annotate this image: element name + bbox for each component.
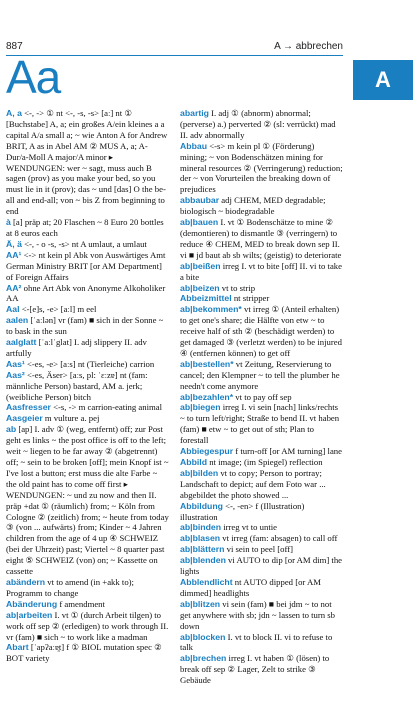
dictionary-entry xyxy=(6,239,170,250)
entry-definition: nt image; (im Spiegel) reflection xyxy=(207,457,323,467)
entry-definition: <-> nt kein pl Abk von Auswärtiges Amt German Ministry BRIT [or AM Department] of Foreign Affairs xyxy=(6,249,166,282)
headword: Abbau xyxy=(180,140,208,151)
entry-definition: I. vt ① Bodenschätze to mine ② (demontieren) to dismantle ③ (verringern) to reduce ④ CHEM, MED to break down sep II. vi ■ jd baut ab sb wilts; (geistig) to deteriorate xyxy=(180,217,342,260)
dictionary-entry xyxy=(6,424,170,577)
left-column xyxy=(6,108,170,664)
dictionary-entry xyxy=(6,413,170,424)
headword: Abblendlicht xyxy=(180,576,233,587)
entry-definition: <-[e]s, -e> [aːl] m eel xyxy=(19,304,97,315)
entry-definition: <-es, -e> [aːs] nt (Tierleiche) carrion xyxy=(24,358,155,369)
entry-definition: <-s, -> m carrion-eating animal xyxy=(50,402,163,413)
headword: Aas¹ xyxy=(6,358,25,369)
entry-definition: vt to strip xyxy=(219,282,256,293)
entry-definition: <-es, Äser> [aːs, pl: ˈɛːzɐ] nt (fam: männliche Person) bastard, AM a. jerk; (weibliche Person) bitch xyxy=(6,369,148,402)
entry-definition: I. vt to block II. vi to refuse to talk xyxy=(180,631,333,653)
dictionary-entry xyxy=(180,402,343,446)
entry-definition: irreg I. vi sein [nach] links/rechts ~ to turn left/right; Straße to bend II. vt haben (fam) ■ etw ~ to get out of sth; Plan to forestall xyxy=(180,402,340,446)
headword: ab|arbeiten xyxy=(6,609,53,620)
dictionary-entry xyxy=(6,610,170,643)
headword: Abbildung xyxy=(180,500,223,511)
dictionary-entry xyxy=(6,315,170,337)
entry-definition: vt to copy; Person to portray; Landschaft to depict; auf dem Foto war ... abgebildet the photo showed ... xyxy=(180,467,326,500)
entry-definition: <-, -en> f (Illustration) illustration xyxy=(180,500,305,522)
dictionary-entry xyxy=(180,533,343,544)
dictionary-entry xyxy=(180,293,343,304)
entry-definition: <-, -> ① nt <-, -s, -s> [aː] nt ① [Buchstabe] A, a; ein großes A/ein kleines a a capital A/a small a; ~ wie Anton A for Andrew BRIT, A as in Abel AM ② MUS A, a; A-Dur/a-Moll A major/A minor ▸ WENDUNGEN: wer ~ sagt, muss auch B sagen (prov) as you make your bed, so you must lie in it (prov); das ~ und [das] O the be-all and end-all; von ~ bis Z from beginning to end xyxy=(6,108,168,217)
entry-definition: vt Zeitung, Reservierung to cancel; den Klempner ~ to tell the plumber he needn't come anymore xyxy=(180,358,340,391)
page-number: 887 xyxy=(6,41,23,52)
headword: ab|blättern xyxy=(180,544,225,555)
dictionary-entry xyxy=(180,501,343,523)
headword: Aal xyxy=(6,304,20,315)
entry-definition: vt to pay off sep xyxy=(233,391,292,402)
dictionary-entry xyxy=(180,304,343,359)
headword: ab|blasen xyxy=(180,533,221,544)
dictionary-entry xyxy=(180,108,343,141)
entry-definition: vt irreg (fam: absagen) to call off xyxy=(220,533,338,544)
headword: ab|beizen xyxy=(180,282,220,293)
dictionary-entry xyxy=(6,402,170,413)
dictionary-entry xyxy=(6,642,170,664)
entry-definition: [a] präp at; 20 Flaschen ~ 8 Euro 20 bottles at 8 euros each xyxy=(6,217,164,238)
headword: à xyxy=(6,217,11,228)
dictionary-entry xyxy=(180,261,343,283)
headword: Aasfresser xyxy=(6,402,51,413)
dictionary-entry xyxy=(6,217,170,239)
headword: ab|beißen xyxy=(180,260,221,271)
dictionary-entry xyxy=(6,577,170,599)
entry-definition: m vulture a. pej xyxy=(42,413,100,424)
entry-definition: f turn-off [or AM turning] lane xyxy=(233,446,342,457)
dictionary-entry xyxy=(6,370,170,403)
thumb-index-tab[interactable]: A xyxy=(353,60,413,100)
headword: abändern xyxy=(6,576,46,587)
dictionary-entry xyxy=(180,522,343,533)
headword: ab xyxy=(6,424,17,435)
dictionary-entry xyxy=(180,468,343,501)
dictionary-entry xyxy=(180,544,343,555)
headword: ab|bestellen* xyxy=(180,358,234,369)
running-head: A → abbrechen xyxy=(274,41,343,52)
entry-definition: [ˈaːlən] vr (fam) ■ sich in der Sonne ~ to bask in the sun xyxy=(6,315,164,337)
headword: ab|blenden xyxy=(180,555,226,566)
dictionary-entry xyxy=(180,457,343,468)
headword: Abbild xyxy=(180,457,208,467)
headword: ab|bezahlen* xyxy=(180,391,234,402)
dictionary-entry xyxy=(6,250,170,283)
entry-definition: I. vt ① (durch Arbeit tilgen) to work off sep ② (erledigen) to work through II. vr (fam) ■ sich ~ to work like a madman xyxy=(6,609,169,642)
entry-definition: vi sein (fam) ■ bei jdm ~ to not get anywhere with sb; jdn ~ lassen to turn sb down xyxy=(180,598,336,631)
headword: AA² xyxy=(6,282,22,293)
headword: ab|biegen xyxy=(180,402,221,413)
headword: Aas² xyxy=(6,369,25,380)
dictionary-entry xyxy=(6,304,170,315)
dictionary-entry xyxy=(180,446,343,457)
entry-definition: f amendment xyxy=(57,598,105,609)
dictionary-entry xyxy=(180,577,343,599)
entry-definition: [ˈaːlˈglat] I. adj slippery II. adv artfully xyxy=(6,337,147,358)
section-letter: Aa xyxy=(6,51,61,103)
dictionary-entry xyxy=(6,283,170,305)
entry-definition: nt stripper xyxy=(231,293,270,304)
entry-definition: adj CHEM, MED degradable; biologisch ~ biodegradable xyxy=(180,195,326,217)
headword: ab|blocken xyxy=(180,631,226,642)
headword: ab|brechen xyxy=(180,653,227,664)
dictionary-entry xyxy=(6,359,170,370)
dictionary-entry xyxy=(180,195,343,217)
headword: AA¹ xyxy=(6,249,22,260)
headword: aalglatt xyxy=(6,337,37,348)
entry-definition: vt to amend (in +akk to); Programm to change xyxy=(6,576,134,598)
entry-definition: irreg I. vt haben ① (lösen) to break off sep ② Lager, Zelt to strike ③ Gebäude xyxy=(180,653,330,686)
dictionary-entry xyxy=(180,141,343,196)
entry-definition: vi AUTO to dip [or AM dim] the lights xyxy=(180,555,343,577)
entry-definition: nt AUTO dipped [or AM dimmed] headlights xyxy=(180,576,322,598)
dictionary-entry xyxy=(6,108,170,217)
headword: A, a xyxy=(6,108,22,118)
headword: aalen xyxy=(6,315,29,326)
dictionary-entry xyxy=(180,392,343,403)
dictionary-entry xyxy=(180,653,343,686)
dictionary-entry xyxy=(180,555,343,577)
headword: Abart xyxy=(6,642,29,653)
entry-definition: vt irreg ① (Anteil erhalten) to get one's share; die Hälfte von etw ~ to receive half of sth ② (beschädigt werden) to get damaged ③ (verletzt werden) to be injured ④ (entfernen können) to get off xyxy=(180,304,342,358)
entry-definition: ohne Art Abk von Anonyme Alkoholiker AA xyxy=(6,282,166,304)
headword: abartig xyxy=(180,108,209,118)
headword: ab|bekommen* xyxy=(180,304,242,315)
entry-definition: vi sein to peel [off] xyxy=(224,544,294,555)
headword: Abbeizmittel xyxy=(180,293,232,304)
dictionary-entry xyxy=(180,599,343,632)
headword: ab|binden xyxy=(180,522,222,533)
entry-definition: [ap] I. adv ① (weg, entfernt) off; zur Post geht es links ~ the post office is off to the left; weit ~ liegen to be far away ② (abgetrennt) off; ~ sein to be broken [off]; mein Knopf ist ~ I've lost a button; erst muss die alte Farbe ~ the old paint has to come off first ▸ WENDUNGEN: ~ und zu now and then II. präp +dat ① (räumlich) from; ~ Köln from Cologne ② (zeitlich) from; ~ heute from today ③ (von ... aufwärts) from; Kinder ~ 4 Jahren children from the age of 4 up ④ SCHWEIZ (bei der Uhrzeit) past; Viertel ~ 8 quarter past eight ⑤ SCHWEIZ (von) on; ~ Kassette on cassette xyxy=(6,424,169,577)
headword: ab|blitzen xyxy=(180,598,221,609)
dictionary-entry xyxy=(6,599,170,610)
entry-definition: irreg vt to untie xyxy=(221,522,278,533)
headword: Abänderung xyxy=(6,598,58,609)
entry-definition: <-s> m kein pl ① (Förderung) mining; ~ von Bodenschätzen mining for mineral resources ② (Verringerung) reduction; der ~ von Vorurteilen the breaking down of prejudices xyxy=(180,140,343,195)
headword: ab|bilden xyxy=(180,467,219,478)
headword: ab|bauen xyxy=(180,217,219,228)
dictionary-entry xyxy=(180,359,343,392)
right-column xyxy=(180,108,343,686)
headword: abbaubar xyxy=(180,195,220,206)
entry-definition: [ˈapʔaːɐ̯t] f ① BIOL mutation spec ② BOT variety xyxy=(6,642,162,664)
dictionary-entry xyxy=(180,283,343,294)
headword: Ä, ä xyxy=(6,238,22,249)
dictionary-entry xyxy=(180,217,343,261)
entry-definition: I. adj ① (abnorm) abnormal; (perverse) a.) perverted ② (sl: verrückt) mad II. adv abnormally xyxy=(180,108,336,140)
dictionary-entry xyxy=(6,337,170,359)
entry-definition: irreg I. vt to bite [off] II. vi to take a bite xyxy=(180,260,343,282)
entry-definition: <-, - o -s, -s> nt A umlaut, a umlaut xyxy=(21,238,147,249)
headword: Aasgeier xyxy=(6,413,43,424)
headword: Abbiegespur xyxy=(180,446,234,457)
dictionary-entry xyxy=(180,632,343,654)
